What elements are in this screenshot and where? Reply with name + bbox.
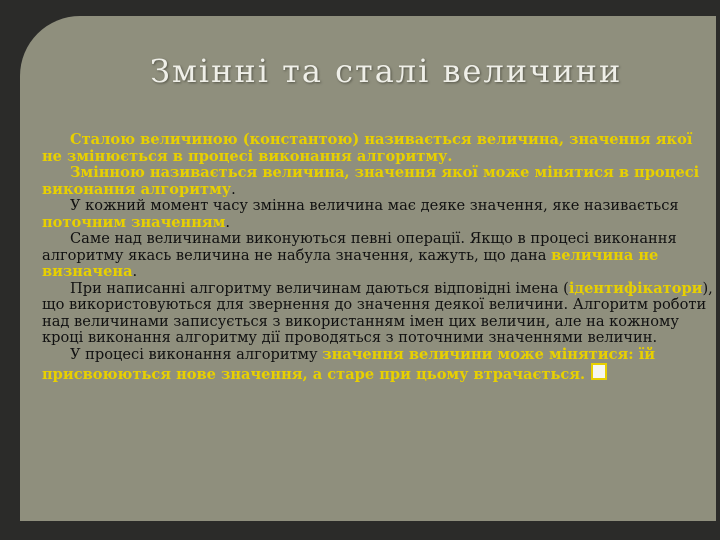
paragraph-identifiers xyxy=(42,281,714,347)
end-square-icon xyxy=(591,363,607,380)
paragraph-current-value xyxy=(42,198,714,231)
current-value-term: поточним значенням xyxy=(42,213,226,231)
identifiers-term: ідентифікатори xyxy=(568,279,703,297)
slide-title: Змінні та сталі величини xyxy=(150,52,623,90)
identifiers-text-end: ), що використовуються для звернення до значення деякої величини. Алгоритм роботи над величинами записується з використанням імен цих величин, але на кожному кроці виконання алгоритму дії проводяться з поточними значеннями величин. xyxy=(42,279,713,346)
paragraph-variable xyxy=(42,165,714,198)
assignment-term: значення величини може мінятися: їй присвоюються нове значення, а старе при цьому втрачається. xyxy=(42,345,656,383)
undefined-text: Саме над величинами виконуються певні операції. Якщо в процесі виконання алгоритму якась величина не набула значення, кажуть, що дана xyxy=(42,230,677,264)
paragraph-constant xyxy=(42,132,714,165)
undefined-term: величина не визначена xyxy=(42,246,659,280)
identifiers-text-start: При написанні алгоритму величинам даються відповідні імена ( xyxy=(70,279,569,297)
undefined-tail: . xyxy=(132,263,138,280)
paragraph-undefined xyxy=(42,231,714,281)
slide-body xyxy=(42,132,714,384)
current-value-tail: . xyxy=(225,213,231,231)
assignment-text: У процесі виконання алгоритму xyxy=(70,345,323,363)
variable-definition-tail: . xyxy=(231,180,236,198)
paragraph-assignment xyxy=(42,347,714,384)
constant-definition: Сталою величиною (константою) називається величина, значення якої не змінюється в процесі виконання алгоритму. xyxy=(42,131,693,165)
current-value-text: У кожний момент часу змінна величина має деяке значення, яке називається xyxy=(70,197,679,214)
variable-definition: Змінною називається величина, значення якої може мінятися в процесі виконання алгоритму xyxy=(42,164,700,198)
